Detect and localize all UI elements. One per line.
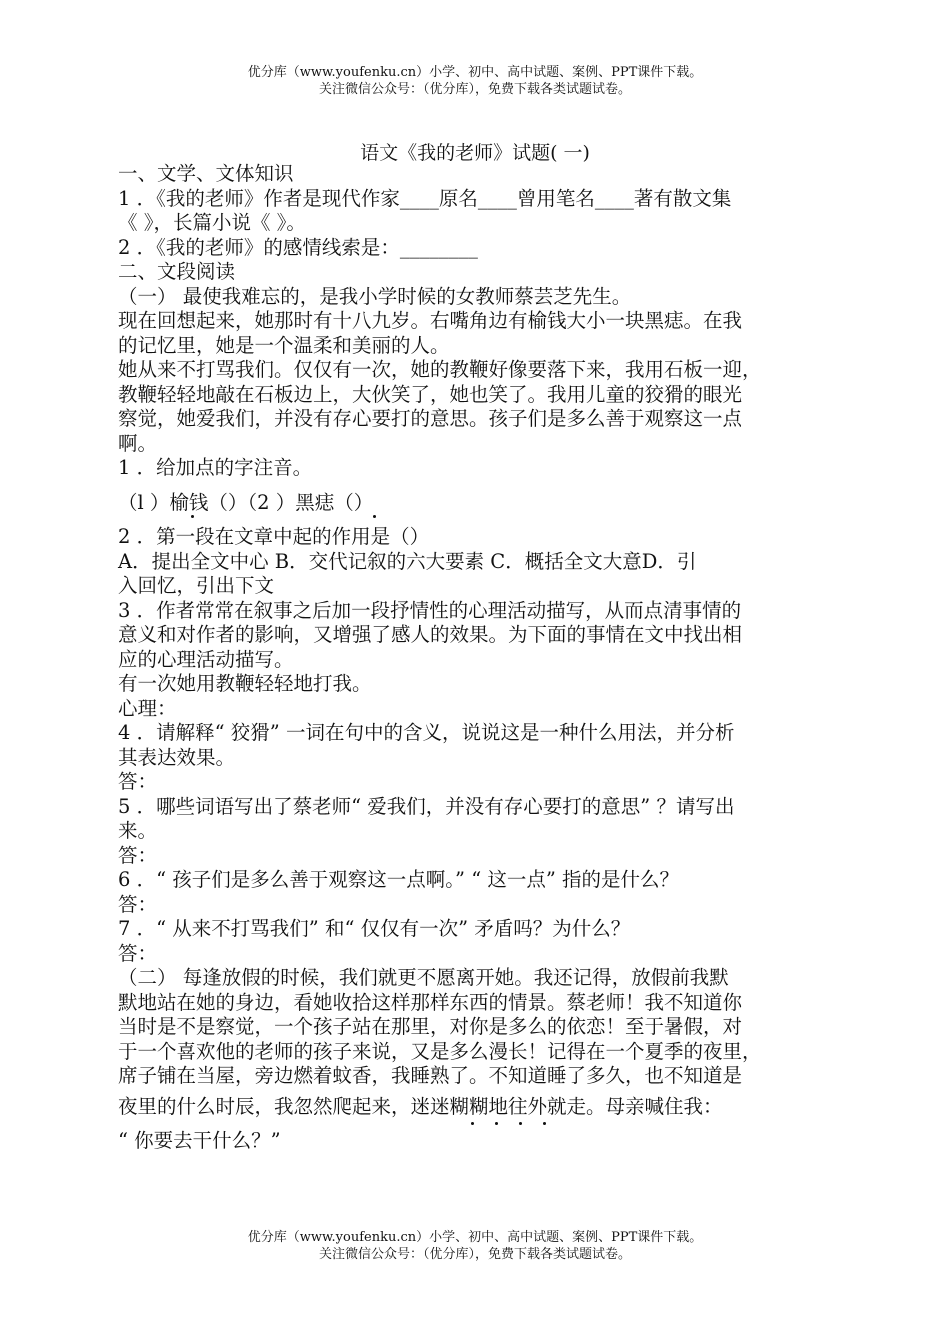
question-line: 其表达效果。 (118, 745, 236, 769)
answer-line: 答： (118, 941, 158, 965)
answer-line: 答： (118, 843, 158, 867)
emphasis-dot (471, 1122, 474, 1125)
passage-line: 她从来不打骂我们。仅仅有一次，她的教鞭好像要落下来，我用石板一迎， (118, 358, 762, 381)
page-header (0, 64, 950, 98)
page-footer (0, 1229, 950, 1263)
question-line: 1 ．《我的老师》作者是现代作家____原名____曾用笔名____著有散文集 (118, 186, 732, 210)
question-line: 4 ．请解释“ 狡猾” 一词在句中的含义，说说这是一种什么用法，并分析 (118, 721, 735, 744)
passage-line-text: 夜里的什么时辰，我忽然爬起来，迷迷糊糊地往外就走。母亲喊住我： (118, 1094, 723, 1118)
question-line: 6 ．“ 孩子们是多么善于观察这一点啊。” “ 这一点” 指的是什么？ (118, 868, 680, 891)
passage-line: 席子铺在当屋，旁边燃着蚊香，我睡熟了。不知道睡了多久，也不知道是 (118, 1064, 743, 1087)
question-line: 2 ．第一段在文章中起的作用是（） (118, 525, 430, 548)
question-line: 来。 (118, 819, 158, 842)
question-line: 《 》，长篇小说《 》。 (118, 211, 306, 234)
answer-line: 答： (118, 892, 158, 916)
question-line: 2 ．《我的老师》的感情线索是：________ (118, 235, 478, 259)
emphasis-dot (191, 515, 194, 518)
passage-line: （一） 最使我难忘的，是我小学时候的女教师蔡芸芝先生。 (118, 284, 632, 308)
pinyin-question (118, 491, 838, 516)
passage-line: 的记忆里，她是一个温柔和美丽的人。 (118, 333, 450, 357)
section-heading: 二、文段阅读 (118, 260, 236, 283)
options-line: 入回忆，引出下文 (118, 574, 275, 597)
options-line: A．提出全文中心 B．交代记叙的六大要素 C．概括全文大意D．引 (118, 549, 697, 573)
emphasis-dot (495, 1122, 498, 1125)
passage-line: “ 你要去干什么？” (118, 1129, 281, 1152)
passage-line: 啊。 (118, 431, 158, 455)
footer-line-1: 优分库（www.youfenku.cn）小学、初中、高中试题、案例、PPT课件下载。 (247, 1230, 703, 1245)
passage-line: 教鞭轻轻地敲在石板边上，大伙笑了，她也笑了。我用儿童的狡猾的眼光 (118, 382, 743, 406)
header-line-1: 优分库（www.youfenku.cn）小学、初中、高中试题、案例、PPT课件下载。 (247, 65, 703, 80)
passage-line: 于一个喜欢他的老师的孩子来说，又是多么漫长！记得在一个夏季的夜里， (118, 1039, 762, 1063)
pinyin-question-text: （l ）榆钱（）（2 ）黑痣（） (118, 490, 374, 514)
question-line: 应的心理活动描写。 (118, 647, 294, 671)
question-line: 1 ．给加点的字注音。 (118, 456, 313, 479)
passage-line: 当时是不是察觉，一个孩子站在那里，对你是多么的依恋！至于暑假，对 (118, 1015, 743, 1038)
emphasis-dot (543, 1122, 546, 1125)
page-title: 语文《我的老师》试题( 一) (360, 142, 590, 164)
document-body (118, 162, 838, 1154)
question-line: 有一次她用教鞭轻轻地打我。 (118, 672, 372, 695)
section-heading: 一、文学、文体知识 (118, 162, 294, 185)
emphasis-dot (373, 515, 376, 518)
passage-line: 现在回想起来，她那时有十八九岁。右嘴角边有榆钱大小一块黑痣。在我 (118, 309, 743, 332)
question-line: 3 ．作者常常在叙事之后加一段抒情性的心理活动描写，从而点清事情的 (118, 598, 742, 622)
question-line: 7 ．“ 从来不打骂我们” 和“ 仅仅有一次” 矛盾吗？为什么？ (118, 917, 631, 940)
passage-line: （二） 每逢放假的时候，我们就更不愿离开她。我还记得，放假前我默 (118, 966, 729, 989)
passage-line: 默地站在她的身边，看她收拾这样那样东西的情景。蔡老师！我不知道你 (118, 990, 743, 1014)
passage-line: 察觉，她爱我们，并没有存心要打的意思。孩子们是多么善于观察这一点 (118, 407, 743, 430)
footer-line-2: 关注微信公众号：（优分库），免费下载各类试题试卷。 (318, 1247, 631, 1262)
question-line: 5 ．哪些词语写出了蔡老师“ 爱我们，并没有存心要打的意思” ？请写出 (118, 794, 735, 818)
passage-line-dotted (118, 1095, 838, 1120)
answer-line: 心理： (118, 696, 177, 720)
answer-line: 答： (118, 770, 158, 793)
emphasis-dot (519, 1122, 522, 1125)
question-line: 意义和对作者的影响，又增强了感人的效果。为下面的事情在文中找出相 (118, 623, 743, 646)
header-line-2: 关注微信公众号：（优分库），免费下载各类试题试卷。 (318, 82, 631, 97)
